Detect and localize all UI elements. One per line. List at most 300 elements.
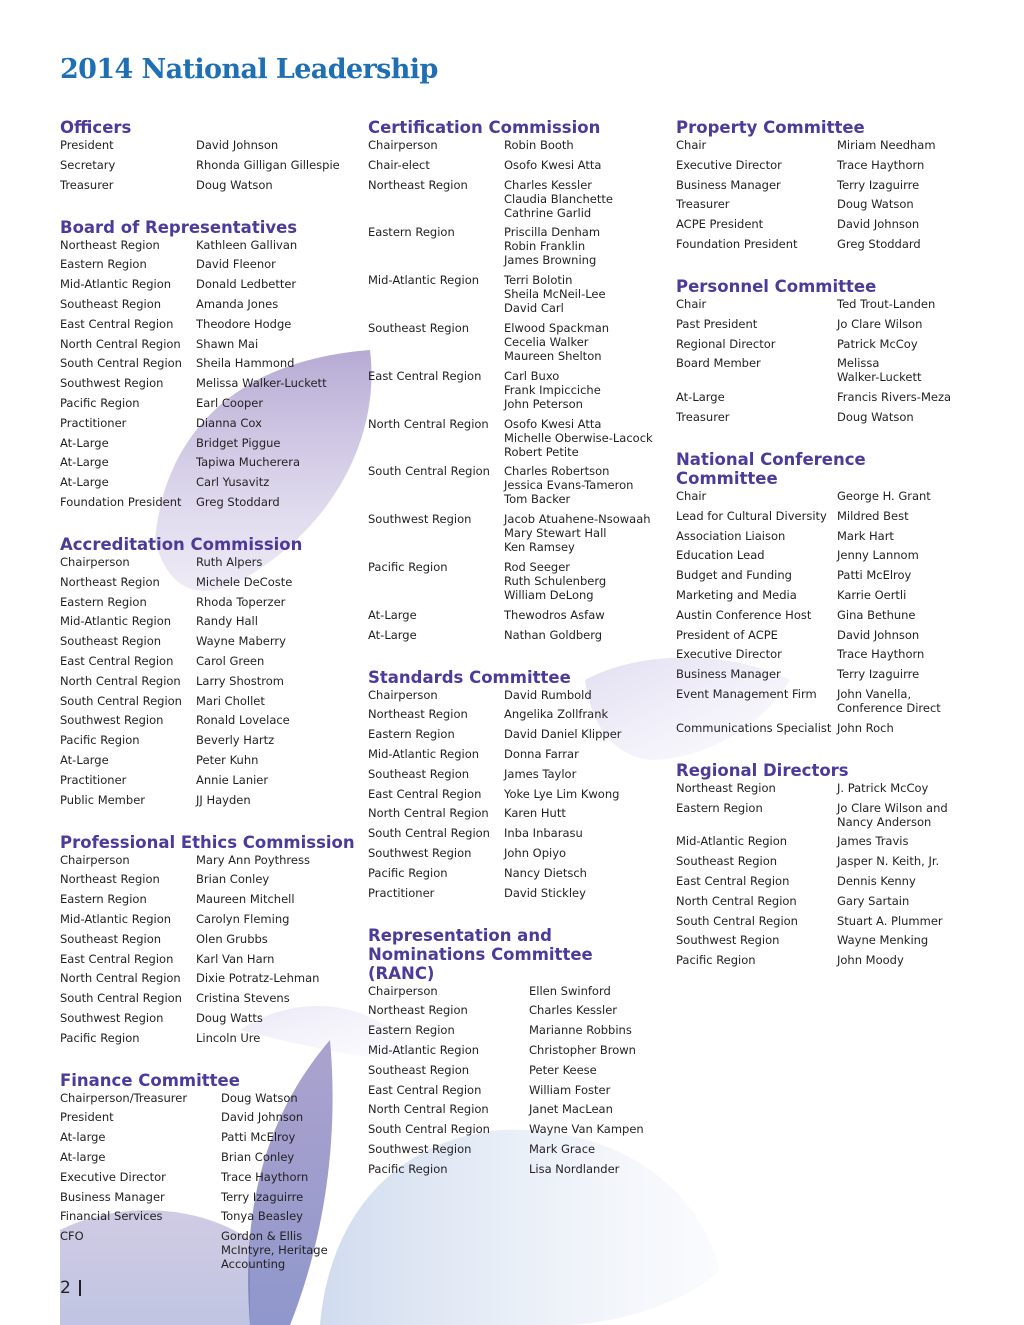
list-item [60,138,360,152]
list-item [60,912,360,926]
role-label: Pacific Region [368,865,448,880]
role-label: Northeast Region [676,780,776,795]
role-label: Southeast Region [60,296,162,311]
list-item [676,588,976,602]
list-item [368,1003,668,1017]
role-label: Public Member [60,792,145,807]
member-name: David Carl [504,301,564,316]
role-label: At-Large [60,435,109,450]
list-item [60,575,360,589]
page-title: 2014 National Leadership [60,54,438,85]
list-item [368,787,668,801]
role-label: North Central Region [368,416,489,431]
member-name: Sheila McNeil-Lee [504,287,606,302]
role-label: At-large [60,1130,106,1145]
role-label: North Central Region [368,1102,489,1117]
member-name: David Daniel Klipper [504,727,622,742]
section-title: Regional Directors [676,760,849,780]
role-label: Financial Services [60,1209,163,1224]
role-label: Southwest Region [60,713,164,728]
role-label: South Central Region [60,693,182,708]
member-name: Ellen Swinford [529,983,611,998]
role-label: CFO [60,1229,84,1244]
list-item [60,337,360,351]
member-name: Melissa Walker-Luckett [196,376,327,391]
list-item [60,555,360,569]
member-name: Randy Hall [196,614,258,629]
member-name: Greg Stoddard [196,494,280,509]
member-name: Trace Haythorn [837,157,925,172]
member-name: Peter Kuhn [196,752,259,767]
list-item [368,1043,668,1057]
role-label: Southeast Region [60,634,162,649]
list-item [60,1209,360,1223]
list-item [60,753,360,767]
role-label: Association Liaison [676,528,786,543]
list-item [676,297,976,311]
list-item [368,321,668,363]
role-label: Mid-Atlantic Region [368,273,480,288]
role-label: Chair [676,138,707,152]
role-label: Education Lead [676,548,765,563]
list-item [60,396,360,410]
role-label: At-Large [60,455,109,470]
regional-directors-section [676,761,976,967]
member-name: Donald Ledbetter [196,277,297,292]
role-label: Board Member [676,356,761,371]
role-label: At-Large [60,752,109,767]
role-label: Eastern Region [368,727,455,742]
list-item [368,727,668,741]
member-name: Wayne Maberry [196,634,286,649]
member-name: Nancy Dietsch [504,865,587,880]
member-name: Donna Farrar [504,746,579,761]
member-name: Ted Trout-Landen [837,296,936,311]
member-name: Mildred Best [837,508,909,523]
role-label: Chairperson [368,983,438,998]
member-name: Cecelia Walker [504,334,589,349]
role-label: Chairperson [368,138,438,152]
member-name: Maureen Mitchell [196,892,295,907]
member-name: Thewodros Asfaw [504,607,605,622]
list-item [368,417,668,459]
member-name: Jessica Evans-Tameron [504,478,634,493]
list-item [676,337,976,351]
role-label: At-Large [368,607,417,622]
member-name: Brian Conley [221,1150,295,1165]
role-label: Eastern Region [60,257,147,272]
role-label: Chair [676,488,707,503]
accreditation-commission-section [60,535,360,807]
role-label: Southeast Region [60,931,162,946]
list-item [60,952,360,966]
section-title: Professional Ethics Commission [60,832,355,852]
page-number-divider [79,1280,81,1296]
column-3 [676,118,976,993]
member-name: Osofo Kwesi Atta [504,157,602,172]
role-label: At-Large [60,475,109,490]
member-name: Terri Bolotin [504,273,573,288]
section-title: Board of Representatives [60,217,298,237]
list-item [368,1083,668,1097]
member-name: Doug Watson [837,197,914,212]
list-item [368,826,668,840]
list-item [60,158,360,172]
member-name: Lisa Nordlander [529,1161,620,1176]
role-label: Practitioner [60,415,127,430]
list-item [60,932,360,946]
member-name: Ruth Alpers [196,554,263,569]
member-name: Gordon & Ellis [221,1229,303,1244]
role-label: Practitioner [60,772,127,787]
role-label: Foundation President [676,236,798,251]
list-item [676,687,976,715]
role-label: Pacific Region [368,559,448,574]
officers-section [60,118,360,192]
member-name: Miriam Needham [837,138,936,152]
list-item [60,297,360,311]
role-label: North Central Region [368,806,489,821]
role-label: Pacific Region [676,953,756,968]
member-name: Terry Izaguirre [837,667,920,682]
role-label: Treasurer [676,409,730,424]
role-label: President [60,1110,114,1125]
role-label: Austin Conference Host [676,607,812,622]
member-name: Bridget Piggue [196,435,281,450]
member-name: Trace Haythorn [221,1169,309,1184]
member-name: David Johnson [837,217,920,232]
member-name: Doug Watson [837,409,914,424]
role-label: Event Management Firm [676,686,817,701]
role-label: North Central Region [60,336,181,351]
list-item [368,608,668,622]
member-name: James Browning [504,253,597,268]
list-item [676,834,976,848]
list-item [676,138,976,152]
list-item [676,529,976,543]
member-name: Conference Direct [837,700,941,715]
list-item [60,674,360,688]
member-name: Robin Booth [504,138,574,152]
role-label: Chair-elect [368,157,430,172]
role-label: Foundation President [60,494,182,509]
role-label: Business Manager [676,177,781,192]
role-label: Southwest Region [368,845,472,860]
member-name: Charles Kessler [529,1003,618,1018]
member-name: Jacob Atuahene-Nsowaah [504,512,651,527]
standards-committee-section [368,668,668,900]
member-name: Wayne Menking [837,933,929,948]
role-label: Eastern Region [368,225,455,240]
list-item [60,277,360,291]
member-name: Melissa [837,356,880,371]
role-label: Northeast Region [368,177,468,192]
role-label: Pacific Region [60,1030,140,1045]
member-name: Beverly Hartz [196,733,275,748]
list-item [676,628,976,642]
list-item [368,767,668,781]
role-label: Northeast Region [368,1003,468,1018]
member-name: Dianna Cox [196,415,262,430]
role-label: Southeast Region [368,1062,470,1077]
list-item [60,376,360,390]
role-label: Secretary [60,157,116,172]
list-item [368,628,668,642]
member-name: Marianne Robbins [529,1023,632,1038]
member-name: JJ Hayden [196,792,251,807]
list-item [368,1162,668,1176]
member-name: James Taylor [504,766,577,781]
role-label: South Central Region [368,826,490,841]
member-name: Annie Lanier [196,772,269,787]
member-name: John Moody [837,953,904,968]
national-conference-committee-section [676,450,976,735]
role-label: Budget and Funding [676,568,792,583]
list-item [60,178,360,192]
list-item [60,694,360,708]
list-item [368,984,668,998]
role-label: At-Large [676,390,725,405]
role-label: Regional Director [676,336,776,351]
member-name: Karen Hutt [504,806,566,821]
role-label: Executive Director [676,157,782,172]
role-label: Pacific Region [60,395,140,410]
list-item [676,548,976,562]
member-name: Elwood Spackman [504,320,610,335]
list-item [676,390,976,404]
role-label: Chairperson/Treasurer [60,1090,188,1105]
member-name: Ken Ramsey [504,540,575,555]
member-name: Nathan Goldberg [504,627,603,642]
list-item [676,894,976,908]
member-name: David Johnson [837,627,920,642]
member-name: Brian Conley [196,872,270,887]
member-name: Maureen Shelton [504,348,602,363]
list-item [60,991,360,1005]
member-name: Wayne Van Kampen [529,1122,644,1137]
list-item [60,1170,360,1184]
list-item [60,634,360,648]
list-item [676,568,976,582]
role-label: North Central Region [60,673,181,688]
role-label: East Central Region [60,653,174,668]
member-name: Jasper N. Keith, Jr. [837,854,940,869]
list-item [676,647,976,661]
member-name: William DeLong [504,587,594,602]
role-label: Southeast Region [676,854,778,869]
member-name: Karrie Oertli [837,587,907,602]
role-label: East Central Region [368,368,482,383]
list-item [60,614,360,628]
column-2 [368,118,668,1202]
list-item [676,874,976,888]
member-name: J. Patrick McCoy [837,780,929,795]
member-name: Tom Backer [504,492,571,507]
list-item [676,781,976,795]
member-name: David Rumbold [504,687,592,702]
member-name: Robert Petite [504,444,579,459]
member-name: Doug Watson [221,1090,298,1105]
list-item [60,436,360,450]
role-label: Pacific Region [368,1161,448,1176]
member-name: Trace Haythorn [837,647,925,662]
member-name: Cathrine Garlid [504,205,592,220]
member-name: Carl Yusavitz [196,475,270,490]
member-name: Mark Hart [837,528,894,543]
list-item [368,1142,668,1156]
personnel-committee-section [676,277,976,424]
list-item [60,1150,360,1164]
list-item [676,178,976,192]
section-title: Officers [60,118,132,137]
list-item [676,317,976,331]
member-name: David Johnson [221,1110,304,1125]
board-of-representatives-section [60,218,360,509]
list-item [368,886,668,900]
member-name: Peter Keese [529,1062,597,1077]
list-item [676,933,976,947]
member-name: Amanda Jones [196,296,279,311]
role-label: Eastern Region [676,800,763,815]
role-label: Southwest Region [60,1010,164,1025]
member-name: John Peterson [504,396,583,411]
member-name: Mari Chollet [196,693,265,708]
role-label: Executive Director [60,1169,166,1184]
member-name: Yoke Lye Lim Kwong [504,786,620,801]
member-name: Greg Stoddard [837,236,921,251]
list-item [368,225,668,267]
member-name: Claudia Blanchette [504,191,613,206]
role-label: North Central Region [60,971,181,986]
role-label: Mid-Atlantic Region [368,746,480,761]
role-label: South Central Region [368,1122,490,1137]
list-item [676,410,976,424]
role-label: ACPE President [676,217,764,232]
professional-ethics-commission-section [60,833,360,1045]
list-item [368,747,668,761]
column-1 [60,118,360,1297]
member-name: Jo Clare Wilson and [837,800,948,815]
role-label: Northeast Region [60,237,160,252]
role-label: Business Manager [676,667,781,682]
list-item [368,688,668,702]
role-label: Eastern Region [368,1023,455,1038]
role-label: President of ACPE [676,627,778,642]
list-item [368,369,668,411]
list-item [60,793,360,807]
member-name: David Fleenor [196,257,276,272]
member-name: Michele DeCoste [196,574,293,589]
list-item [368,1122,668,1136]
role-label: Pacific Region [60,733,140,748]
list-item [368,1023,668,1037]
role-label: Southeast Region [368,766,470,781]
section-title: Standards Committee [368,667,571,687]
member-name: Doug Watson [196,177,273,192]
member-name: Doug Watts [196,1010,263,1025]
finance-committee-section [60,1071,360,1272]
member-name: Charles Robertson [504,464,610,479]
member-name: Terry Izaguirre [221,1189,304,1204]
member-name: Carolyn Fleming [196,911,290,926]
list-item [676,914,976,928]
section-title: National Conference Committee [676,449,866,488]
list-item [368,464,668,506]
list-item [60,1091,360,1105]
list-item [60,1031,360,1045]
member-name: Terry Izaguirre [837,177,920,192]
member-name: Gary Sartain [837,893,910,908]
member-name: Mark Grace [529,1141,596,1156]
member-name: McIntyre, Heritage [221,1243,328,1258]
member-name: Walker-Luckett [837,370,922,385]
member-name: Accounting [221,1257,286,1272]
list-item [368,560,668,602]
role-label: Chairperson [60,554,130,569]
list-item [368,846,668,860]
member-name: Jo Clare Wilson [837,316,923,331]
list-item [676,721,976,735]
role-label: Mid-Atlantic Region [60,911,172,926]
role-label: Executive Director [676,647,782,662]
list-item [60,475,360,489]
role-label: Business Manager [60,1189,165,1204]
list-item [60,1130,360,1144]
list-item [676,489,976,503]
member-name: Janet MacLean [529,1102,613,1117]
list-item [60,1110,360,1124]
section-title: Certification Commission [368,118,601,137]
member-name: Ronald Lovelace [196,713,290,728]
member-name: Earl Cooper [196,395,264,410]
member-name: Gina Bethune [837,607,916,622]
list-item [60,416,360,430]
member-name: Cristina Stevens [196,991,290,1006]
member-name: Dixie Potratz-Lehman [196,971,320,986]
member-name: James Travis [837,834,909,849]
certification-commission-section [368,118,668,642]
role-label: Practitioner [368,885,435,900]
role-label: Southwest Region [368,512,472,527]
role-label: East Central Region [60,951,174,966]
role-label: Treasurer [676,197,730,212]
role-label: Eastern Region [60,892,147,907]
list-item [368,1063,668,1077]
property-committee-section [676,118,976,251]
role-label: Northeast Region [60,574,160,589]
member-name: Robin Franklin [504,239,586,254]
member-name: William Foster [529,1082,611,1097]
member-name: Theodore Hodge [196,316,292,331]
member-name: John Opiyo [504,845,567,860]
member-name: Olen Grubbs [196,931,268,946]
role-label: Mid-Atlantic Region [60,614,172,629]
role-label: Treasurer [60,177,114,192]
member-name: Frank Impicciche [504,382,601,397]
member-name: Dennis Kenny [837,873,916,888]
member-name: Priscilla Denham [504,225,601,240]
list-item [60,971,360,985]
member-name: Carol Green [196,653,265,668]
list-item [60,1190,360,1204]
role-label: North Central Region [676,893,797,908]
role-label: East Central Region [368,1082,482,1097]
page-number: 2 [60,1278,71,1298]
member-name: Patti McElroy [837,568,912,583]
list-item [60,356,360,370]
member-name: Michelle Oberwise-Lacock [504,430,653,445]
member-name: Tapiwa Mucherera [196,455,300,470]
